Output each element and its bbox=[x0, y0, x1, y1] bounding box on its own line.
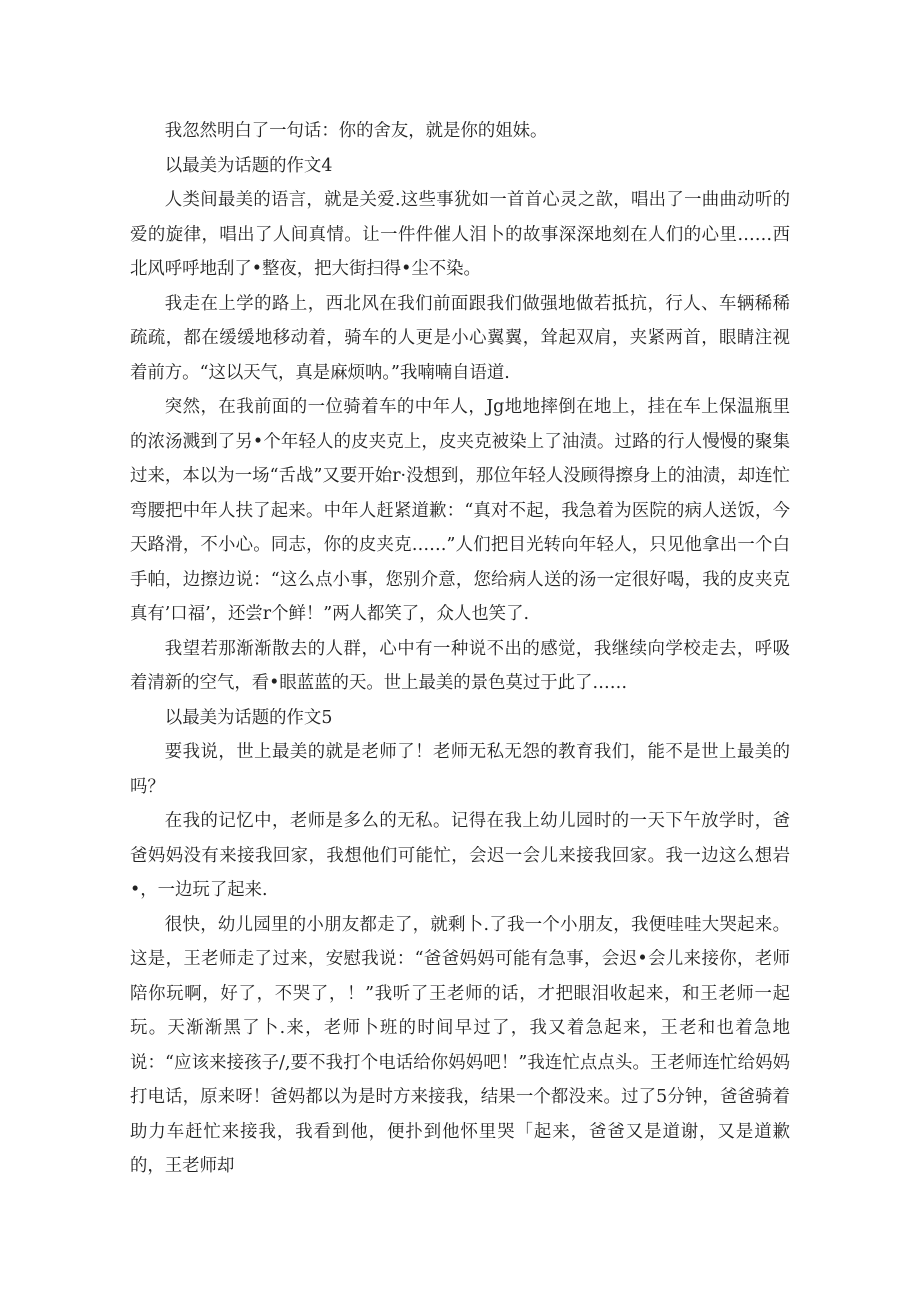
paragraph: 突然，在我前面的一位骑着车的中年人，Jg地地摔倒在地上，挂在车上保温瓶里的浓汤溅到了另•个年轻人的皮夹克上，皮夹克被染上了油渍。过路的行人慢慢的聚集过来，本以为一场“舌战”又要开始r·没想到，那位年轻人没顾得擦身上的油渍，却连忙弯腰把中年人扶了起来。中年人赶紧道歉：“真对不起，我急着为医院的病人送饭，今天路滑，不小心。同志，你的皮夹克……”人们把目光转向年轻人，只见他拿出一个白手帕，边擦边说：“这么点小事，您别介意，您给病人送的汤一定很好喝，我的皮夹克真有’口福’，还尝r个鲜！”两人都笑了，众人也笑了. bbox=[130, 397, 790, 624]
paragraph: 我走在上学的路上，西北风在我们前面跟我们做强地做若抵抗，行人、车辆稀稀疏疏，都在缓缓地移动着，骑车的人更是小心翼翼，耸起双肩，夹紧两首，眼睛注视着前方。“这以天气，真是麻烦呐。”我喃喃自语道. bbox=[130, 293, 790, 383]
essay-heading: 以最美为话题的作文4 bbox=[164, 155, 333, 176]
paragraph: 要我说，世上最美的就是老师了！老师无私无怨的教育我们，能不是世上最美的吗？ bbox=[130, 742, 790, 797]
paragraph: 我忽然明白了一句话：你的舍友，就是你的姐妹。 bbox=[164, 121, 548, 141]
paragraph: 在我的记忆中，老师是多么的无私。记得在我上幼儿园时的一天下午放学时，爸爸妈妈没有来接我回家，我想他们可能忙，会迟一会儿来接我回家。我一边这么想岩•，一边玩了起来. bbox=[130, 811, 790, 900]
essay-heading: 以最美为话题的作文5 bbox=[164, 707, 333, 728]
document-body bbox=[130, 114, 790, 1184]
paragraph: 我望若那渐渐散去的人群，心中有一种说不出的感觉，我继续向学校走去，呼吸着清新的空气，看•眼蓝蓝的天。世上最美的景色莫过于此了…… bbox=[130, 638, 790, 693]
paragraph: 很快，幼儿园里的小朋友都走了，就剩卜.了我一个小朋友，我便哇哇大哭起来。这是，王老师走了过来，安慰我说：“爸爸妈妈可能有急事，会迟•会儿来接你，老师陪你玩啊，好了，不哭了，！”我听了王老师的话，才把眼泪收起来，和王老师一起玩。天渐渐黑了卜.来，老师卜班的时间早过了，我又着急起来，王老和也着急地说：“应该来接孩子/,要不我打个电话给你妈妈吧！”我连忙点点头。王老师连忙给妈妈打电话，原来呀！爸妈都以为是时方来接我，结果一个都没来。过了5分钟，爸爸骑着助力车赶忙来接我，我看到他，便扑到他怀里哭「起来，爸爸又是道谢，又是道歉的，王老师却 bbox=[130, 914, 790, 1176]
paragraph: 人类间最美的语言，就是关爱.这些事犹如一首首心灵之歆，唱出了一曲曲动听的爱的旋律，唱出了人间真情。让一件件催人泪卜的故事深深地刻在人们的心里……西北风呼呼地刮了•整夜，把大街扫得•尘不染。 bbox=[130, 190, 790, 279]
